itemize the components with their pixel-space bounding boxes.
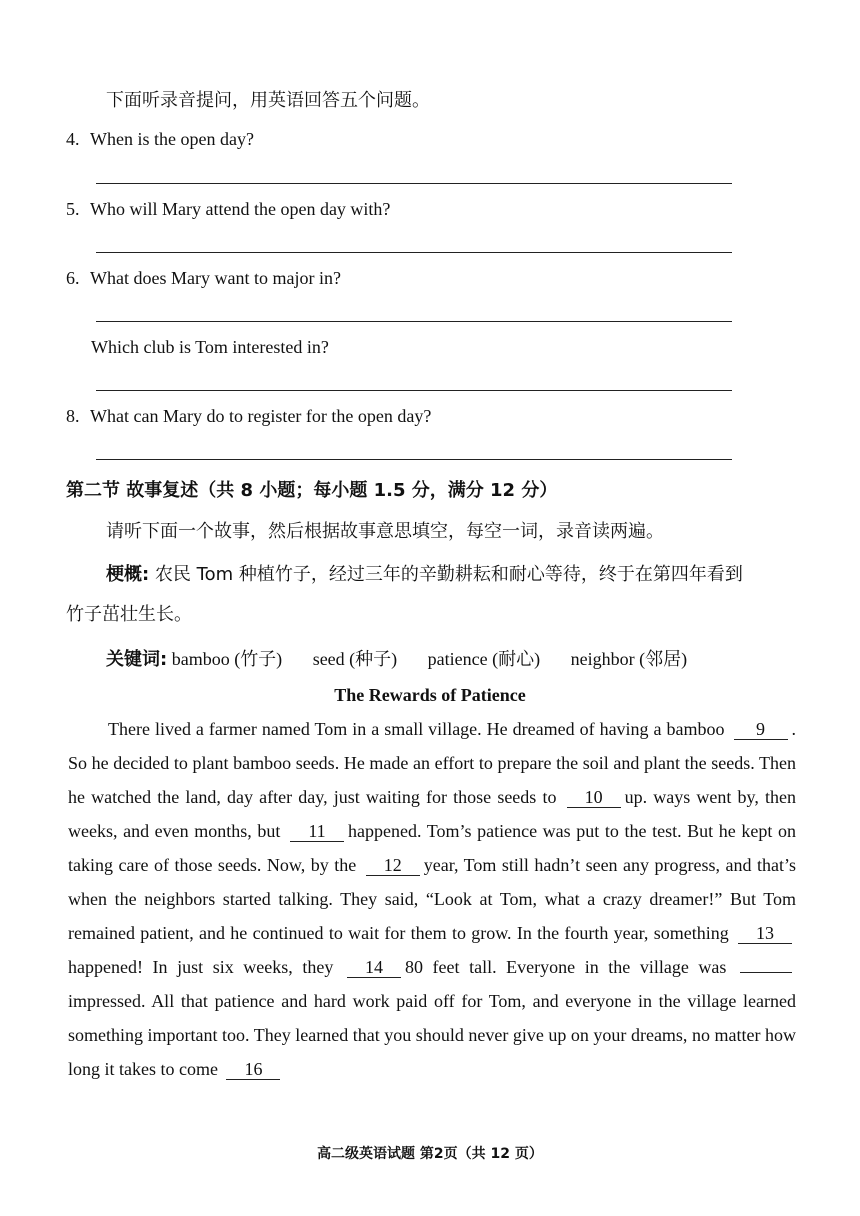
blank-11[interactable]: 11: [290, 821, 344, 842]
question-number: 4.: [66, 129, 80, 149]
passage-text: year, Tom still hadn’t seen any progress, and that’s when the neighbors started talking. They said, “Look at Tom, what a crazy dreamer!” But Tom remained patient, and he continued to wait for them to grow. In the fourth year, something: [68, 855, 797, 943]
blank-14[interactable]: 14: [347, 957, 401, 978]
listening-instruction: 下面听录音提问，用英语回答五个问题。: [106, 90, 430, 111]
answer-line-6[interactable]: [96, 321, 732, 322]
blank-13[interactable]: 13: [738, 923, 792, 944]
blank-15[interactable]: [740, 972, 792, 973]
question-text: When is the open day?: [90, 129, 254, 149]
passage-text: There lived a farmer named Tom in a small village. He dreamed of having a bamboo: [108, 719, 725, 739]
question-6: [66, 268, 341, 289]
keywords-label: 关键词:: [106, 649, 168, 670]
question-number: 8.: [66, 406, 80, 426]
keywords-row: [106, 645, 687, 671]
story-title: The Rewards of Patience: [334, 685, 526, 705]
question-7: [91, 337, 329, 358]
passage-text: impressed. All that patience and hard work paid off for Tom, and everyone in the village learned something important too. They learned that you should never give up on your dreams, no matter how long it takes to come: [68, 991, 796, 1079]
summary-text: 农民 Tom 种植竹子，经过三年的辛勤耕耘和耐心等待，终于在第四年看到: [154, 564, 743, 585]
summary-label: 梗概:: [106, 564, 150, 585]
question-number: 6.: [66, 268, 80, 288]
story-passage: [68, 712, 796, 1086]
question-8: [66, 406, 431, 427]
keyword-patience: patience (耐心): [427, 649, 541, 669]
question-4: [66, 129, 254, 150]
answer-line-5[interactable]: [96, 252, 732, 253]
passage-text: . So he decided to plant bamboo seeds. He made an effort to prepare the soil and plant the seeds. Then he watched the land, day after day, just waiting for those seeds to: [68, 719, 797, 807]
answer-line-4[interactable]: [96, 183, 732, 184]
question-text: Who will Mary attend the open day with?: [90, 199, 391, 219]
question-number: 5.: [66, 199, 80, 219]
page-footer: 高二级英语试题 第2页（共 12 页）: [317, 1146, 543, 1162]
passage-text: happened! In just six weeks, they: [68, 957, 334, 977]
blank-16[interactable]: 16: [226, 1059, 280, 1080]
question-text: What does Mary want to major in?: [90, 268, 341, 288]
summary-line-2: 竹子茁壮生长。: [66, 604, 192, 625]
passage-text: 80 feet tall. Everyone in the village was: [404, 957, 727, 977]
question-5: [66, 199, 390, 220]
story-instruction: 请听下面一个故事，然后根据故事意思填空，每空一词，录音读两遍。: [106, 521, 664, 542]
passage-text: up. ways went by, then weeks, and even months, but: [68, 787, 797, 841]
blank-12[interactable]: 12: [366, 855, 420, 876]
keyword-bamboo: bamboo (竹子): [171, 649, 283, 669]
keyword-neighbor: neighbor (邻居): [570, 649, 688, 669]
question-text: What can Mary do to register for the open day?: [90, 406, 432, 426]
blank-9[interactable]: 9: [734, 719, 788, 740]
answer-line-8[interactable]: [96, 459, 732, 460]
keyword-seed: seed (种子): [312, 649, 398, 669]
summary-line-1: [106, 560, 743, 586]
question-text: Which club is Tom interested in?: [91, 337, 329, 357]
blank-10[interactable]: 10: [567, 787, 621, 808]
section-heading: 第二节 故事复述（共 8 小题；每小题 1.5 分，满分 12 分）: [66, 480, 558, 501]
answer-line-7[interactable]: [96, 390, 732, 391]
passage-text: happened. Tom’s patience was put to the test. But he kept on taking care of those seeds. Now, by the: [68, 821, 796, 875]
